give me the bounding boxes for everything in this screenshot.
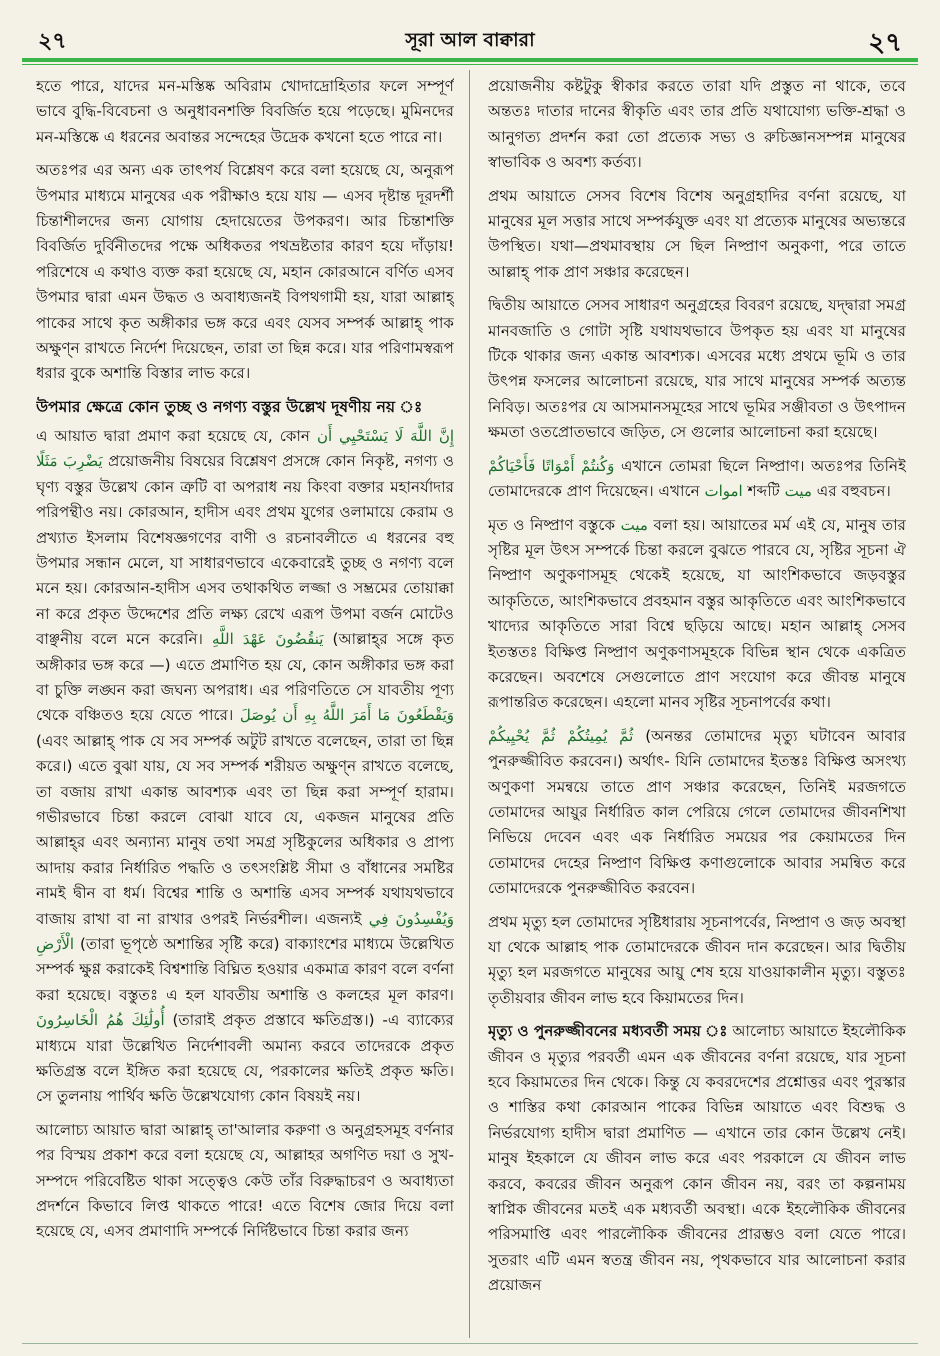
paragraph-body: এর বহুবচন। [816, 482, 891, 501]
arabic-verse: إِنَّ اللَّهَ لَا يَسْتَحْيِي أَن يَضْرِبَ مَثَلًا [36, 426, 454, 471]
paragraph: দ্বিতীয় আয়াতে সেসব সাধারণ অনুগ্রহের বিবরণ রয়েছে, যদ্দ্বারা সমগ্র মানবজাতি ও গোটা সৃষ্টি যথাযথভাবে উপকৃত হয় এবং যা মানুষের টিকে থাকার জন্য একান্ত আবশ্যক। এসবের মধ্যে প্রথমে ভূমি ও তার উৎপন্ন ফসলের আলোচনা রয়েছে, যার সাথে মানুষের সম্পর্ক অত্যন্ত নিবিড়। অতঃপর যে আসমানসমূহের সাথে ভূমির সঞ্জীবতা ও উৎপাদন ক্ষমতা ওতপ্রোতভাবে জড়িত, সে গুলোর আলোচনা করা হয়েছে। [488, 296, 906, 442]
section-heading: মৃত্যু ও পুনরুজ্জীবনের মধ্যবর্তী সময় ঃ [488, 1022, 728, 1041]
paragraph-body: (এবং আল্লাহ্ পাক যে সব সম্পর্ক অটুট রাখতে বলেছেন, তারা তা ছিন্ন করে।) এতে বুঝা যায়, যে সব সম্পর্ক শরীয়ত অক্ষুণ্ন রাখতে বলেছে, তা বজায় রাখা একান্ত আবশ্যক এবং তা ছিন্ন করা সম্পূর্ণ হারাম। গভীরভাবে চিন্তা করলে বোঝা যাবে যে, একজন মানুষের প্রতি আল্লাহ্‌র এবং অন্যান্য মানুষ তথা সমগ্র সৃষ্টিকুলের অধিকার ও প্রাপ্য আদায় করার নির্ধারিত পদ্ধতি ও তৎসংশ্লিষ্ট সীমা ও বাঁধানের সমষ্টির নামই দ্বীন বা ধর্ম। বিশ্বের শান্তি ও অশান্তি এসব সম্পর্ক যথাযথভাবে বাজায় রাখা বা না রাখার ওপরই নির্ভরশীল। এজন্যই [36, 731, 454, 928]
paragraph [488, 454, 906, 505]
arabic-verse: ثُمَّ يُمِيتُكُمْ ثُمَّ يُحْيِيكُمْ [488, 726, 634, 745]
paragraph [36, 424, 454, 1110]
paragraph [488, 513, 906, 716]
arabic-verse: أُولَٰئِكَ هُمُ الْخَاسِرُونَ [36, 1011, 165, 1030]
paragraph-tail: (আল্লাহ্‌র সঙ্গে কৃত অঙ্গীকার ভঙ্গ করে —) এতে প্রমাণিত হয় যে, কোন অঙ্গীকার ভঙ্গ করা বা চুক্তি লঙ্ঘন করা জঘন্য অপরাধ। এর পরিণতিতে সে যাবতীয় পূণ্য থেকে বঞ্চিতও হয়ে যেতে পারে। [36, 630, 454, 725]
arabic-verse: وَيُفْسِدُونَ فِي الْأَرْضِ [36, 909, 454, 953]
header-rule [22, 58, 918, 62]
paragraph-intro: এ আয়াত দ্বারা প্রমাণ করা হয়েছে যে, কোন [36, 426, 310, 445]
paragraph-body: মৃত ও নিষ্প্রাণ বস্তুকে [488, 515, 616, 534]
paragraph: আলোচ্য আয়াত দ্বারা আল্লাহ্ তা'আলার করুণা ও অনুগ্রহসমূহ বর্ণনার পর বিস্ময় প্রকাশ করে বলা হয়েছে যে, আল্লাহর অগণিত দয়া ও সুখ-সম্পদে পরিবেষ্টিত থাকা সত্ত্বেও কেউ তাঁর বিরুদ্ধাচরণ ও অবাধ্যতা প্রদর্শনে কিভাবে লিপ্ত থাকতে পারে! এতে বিশেষ জোর দিয়ে বলা হয়েছে যে, এসব প্রমাণাদি সম্পর্কে নির্দিষ্টভাবে চিন্তা করার জন্য [36, 1120, 454, 1241]
paragraph [488, 724, 906, 902]
section-heading: উপমার ক্ষেত্রে কোন তুচ্ছ ও নগণ্য বস্তুর উল্লেখ দূষণীয় নয় ঃ [36, 397, 423, 416]
paragraph-body: এখানে তোমরা ছিলে নিষ্প্রাণ। অতঃপর তিনিই তোমাদেরকে প্রাণ দিয়েছেন। এখানে [488, 456, 906, 501]
paragraph-body: বলা হয়। আয়াতের মর্ম এই যে, মানুষ তার সৃষ্টির মূল উৎস সম্পর্কে চিন্তা করলে বুঝতে পারবে যে, সৃষ্টির সূচনা ঐ নিষ্প্রাণ অণুকণাসমূহ থেকেই হয়েছে, যা আংশিকভাবে জড়বস্তুর আকৃতিতে, আংশিকভাবে প্রবহমান বস্তুর আকৃতিতে এবং আংশিকভাবে খাদ্যের আকৃতিতে সারা বিশ্বে ছড়িয়ে আছে। মহান আল্লাহ্ সেসব ইতস্ততঃ বিক্ষিপ্ত নিষ্প্রাণ অণুকণাসমূহকে বিভিন্ন স্থান থেকে একত্রিত করেছেন। অবশেষে সেগুলোতে প্রাণ সংযোগ করে জীবন্ত মানুষে রূপান্তরিত করেছেন। এহলো মানব সৃষ্টির সূচনাপর্বের কথা। [488, 515, 906, 712]
left-column [36, 74, 454, 1334]
paragraph-body: প্রয়োজনীয় বিষয়ের বিশ্লেষণ প্রসঙ্গে কোন নিকৃষ্ট, নগণ্য ও ঘৃণ্য বস্তুর উল্লেখ কোন ত্রুটি বা অপরাধ নয় কিংবা বক্তার মহানর্যাদার পরিপন্থীও নয়। কোরআন, হাদীস এবং প্রথম যুগের ওলামায়ে কেরাম ও প্রখ্যাত ইসলাম বিশেষজ্ঞগণের বাণী ও রচনাবলীতে এ ধরনের বহু উপমার সন্ধান মেলে, যা সাধারণভাবে একেবারেই তুচ্ছ ও নগণ্য বলে মনে হয়। কোরআন-হাদীস এসব তথাকথিত লজ্জা ও সম্ভ্রমের তোয়াক্কা না করে প্রকৃত উদ্দেশের প্রতি লক্ষ্য রেখে এরূপ উপমা বর্জন মোটেও বাঞ্ছনীয় বলে মনে করেনি। [36, 452, 454, 649]
paragraph: প্রথম আয়াতে সেসব বিশেষ বিশেষ অনুগ্রহাদির বর্ণনা রয়েছে, যা মানুষের মূল সত্তার সাথে সম্পর্কযুক্ত এবং যা প্রত্যেক মানুষের অভ্যন্তরে উপস্থিত। যথা—প্রথমাবস্থায় সে ছিল নিষ্প্রাণ অনুকণা, পরে তাতে আল্লাহ্ পাক প্রাণ সঞ্চার করেছেন। [488, 186, 906, 281]
arabic-verse: وَكُنتُمْ أَمْوَاتًا فَأَحْيَاكُمْ [488, 456, 615, 475]
paragraph-body: (তারা ভূপৃষ্ঠে অশান্তির সৃষ্টি করে) বাক্যাংশের মাধ্যমে উল্লেখিত সম্পর্ক ক্ষুণ্ণ করাকেই বিশ্বশান্তি বিঘ্নিত হওয়ার একমাত্র কারণ বলে বর্ণনা করা হয়েছে। বস্তুতঃ এ হল যাবতীয় অশান্তি ও কলহের মূল কারণ। [36, 935, 454, 1004]
paragraph-body: শব্দটি [747, 482, 780, 501]
surah-title: সূরা আল বাক্বারা [405, 29, 535, 51]
arabic-verse: وَيَقْطَعُونَ مَا أَمَرَ اللَّهُ بِهِ أَن يُوصَلَ [239, 706, 454, 725]
right-column [488, 74, 906, 1334]
footer-rule [22, 1343, 918, 1344]
paragraph: অতঃপর এর অন্য এক তাৎপর্য বিশ্লেষণ করে বলা হয়েছে যে, অনুরূপ উপমার মাধ্যমে মানুষের এক পরীক্ষাও হয়ে যায় — এসব দৃষ্টান্ত দূরদর্শী চিন্তাশীলদের জন্য যোগায় হেদায়েতের উপকরণ। আর চিন্তাশক্তি বিবর্জিত দুর্বিনীতদের পক্ষে অধিকতর পথভ্রষ্টতার কারণ হয়ে দাঁড়ায়! পরিশেষে এ কথাও ব্যক্ত করা হয়েছে যে, মহান কোরআনে বর্ণিত এসব উপমার দ্বারা এমন উদ্ধত ও অবাধ্যজনই বিপথগামী হয়, যারা আল্লাহ্ পাকের সাথে কৃত অঙ্গীকার ভঙ্গ করে এবং যেসব সম্পর্ক আল্লাহ্ পাক অক্ষুণ্ন রাখতে নির্দেশ দিয়েছেন, তারা তা ছিন্ন করে। যার পরিণামস্বরূপ ধরার বুকে অশান্তি বিস্তার লাভ করে। [36, 161, 454, 383]
arabic-word: ميت [620, 515, 648, 534]
paragraph [488, 1019, 906, 1298]
paragraph-body: (অনন্তর তোমাদের মৃত্যু ঘটাবেন আবার পুনরুজ্জীবিত করবেন।) অর্থাৎ- যিনি তোমাদের ইতস্তঃ বিক্ষিপ্ত অসংখ্য অণুকণা সমন্বয়ে তাতে প্রাণ সঞ্চার করেছেন, তিনিই মরজগতে তোমাদের আয়ুর নির্ধারিত কাল পেরিয়ে গেলে তোমাদের জীবনশিখা নিভিয়ে দেবেন এবং এক নির্ধারিত সময়ের পর কেয়ামতের দিন তোমাদের দেহের নিষ্প্রাণ বিক্ষিপ্ত কণাগুলোকে আবার সমন্বিত করে তোমাদেরকে পুনরুজ্জীবিত করবেন। [488, 726, 906, 898]
paragraph-body: (তারাই প্রকৃত প্রস্তাবে ক্ষতিগ্রস্ত।) -এ ব্যাক্যের মাধ্যমে যারা উল্লেখিত নির্দেশাবলী অমান্য করবে তাদেরকে প্রকৃত ক্ষতিগ্রস্ত বলে ইঙ্গিত করা হয়েছে যে, পরকালের ক্ষতিই প্রকৃত ক্ষতি। সে তুলনায় পার্থিব ক্ষতি উল্লেখযোগ্য কোন বিষয়ই নয়। [36, 1011, 454, 1106]
paragraph: হতে পারে, যাদের মন-মস্তিষ্ক অবিরাম খোদাদ্রোহিতার ফলে সম্পূর্ণ ভাবে বুদ্ধি-বিবেচনা ও অনুধাবনশক্তি বিবর্জিত হয়ে পড়েছে। মুমিনদের মন-মস্তিষ্কে এ ধরনের অবান্তর সন্দেহের উদ্রেক কখনো হতে পারে না। [36, 77, 454, 146]
paragraph-body: আলোচ্য আয়াতে ইহলৌকিক জীবন ও মৃত্যুর পরবর্তী এমন এক জীবনের বর্ণনা রয়েছে, যার সূচনা হবে কিয়ামতের দিন থেকে। কিন্তু যে কবরদেশের প্রশ্নোত্তর এবং পুরস্কার ও শাস্তির কথা কোরআন পাকের বিভিন্ন আয়াতে এবং বিশুদ্ধ ও নির্ভরযোগ্য হাদীস দ্বারা প্রমাণিত — এখানে তার কোন উল্লেখ নেই। মানুষ ইহকালে যে জীবন লাভ করে এবং পরকালে যে জীবন লাভ করবে, কবরের জীবন অনুরূপ কোন জীবন নয়, বরং তা কল্পনাময় স্বাপ্নিক জীবনের মতই এক মধ্যবর্তী অবস্থা। একে ইহলৌকিক জীবনের পরিসমাপ্তি এবং পারলৌকিক জীবনের প্রারম্ভও বলা যেতে পারে। সুতরাং এটি এমন স্বতন্ত্র জীবন নয়, পৃথকভাবে যার আলোচনা করার প্রয়োজন [488, 1022, 906, 1295]
arabic-word: اموات [704, 482, 743, 501]
arabic-word: ميت [784, 482, 812, 501]
arabic-verse: يَنقُضُونَ عَهْدَ اللَّهِ [212, 630, 324, 649]
page-header [0, 0, 940, 62]
page-number-left: ২৭ [38, 29, 67, 54]
page-number-right: ২৭ [868, 28, 902, 58]
paragraph: প্রথম মৃত্যু হল তোমাদের সৃষ্টিধারায় সূচনাপর্বের, নিষ্প্রাণ ও জড় অবস্থা যা থেকে আল্লাহ পাক তোমাদেরকে জীবন দান করেছেন। আর দ্বিতীয় মৃত্যু হল মরজগতে মানুষের আয়ু শেষ হয়ে যাওয়াকালীন মৃত্যু। বস্তুতঃ তৃতীয়বার জীবন লাভ হবে কিয়ামতের দিন। [488, 912, 906, 1007]
column-divider [469, 70, 470, 1338]
paragraph: প্রয়োজনীয় কষ্টটুকু স্বীকার করতে তারা যদি প্রস্তুত না থাকে, তবে অন্ততঃ দাতার দানের স্বীকৃতি এবং তার প্রতি যথাযোগ্য ভক্তি-শ্রদ্ধা ও আনুগত্য প্রদর্শন করা তো প্রত্যেক সভ্য ও রুচিজ্ঞানসম্পন্ন মানুষের স্বাভাবিক ও অবশ্য কর্তব্য। [488, 77, 906, 172]
header-rule-thin [22, 64, 918, 65]
